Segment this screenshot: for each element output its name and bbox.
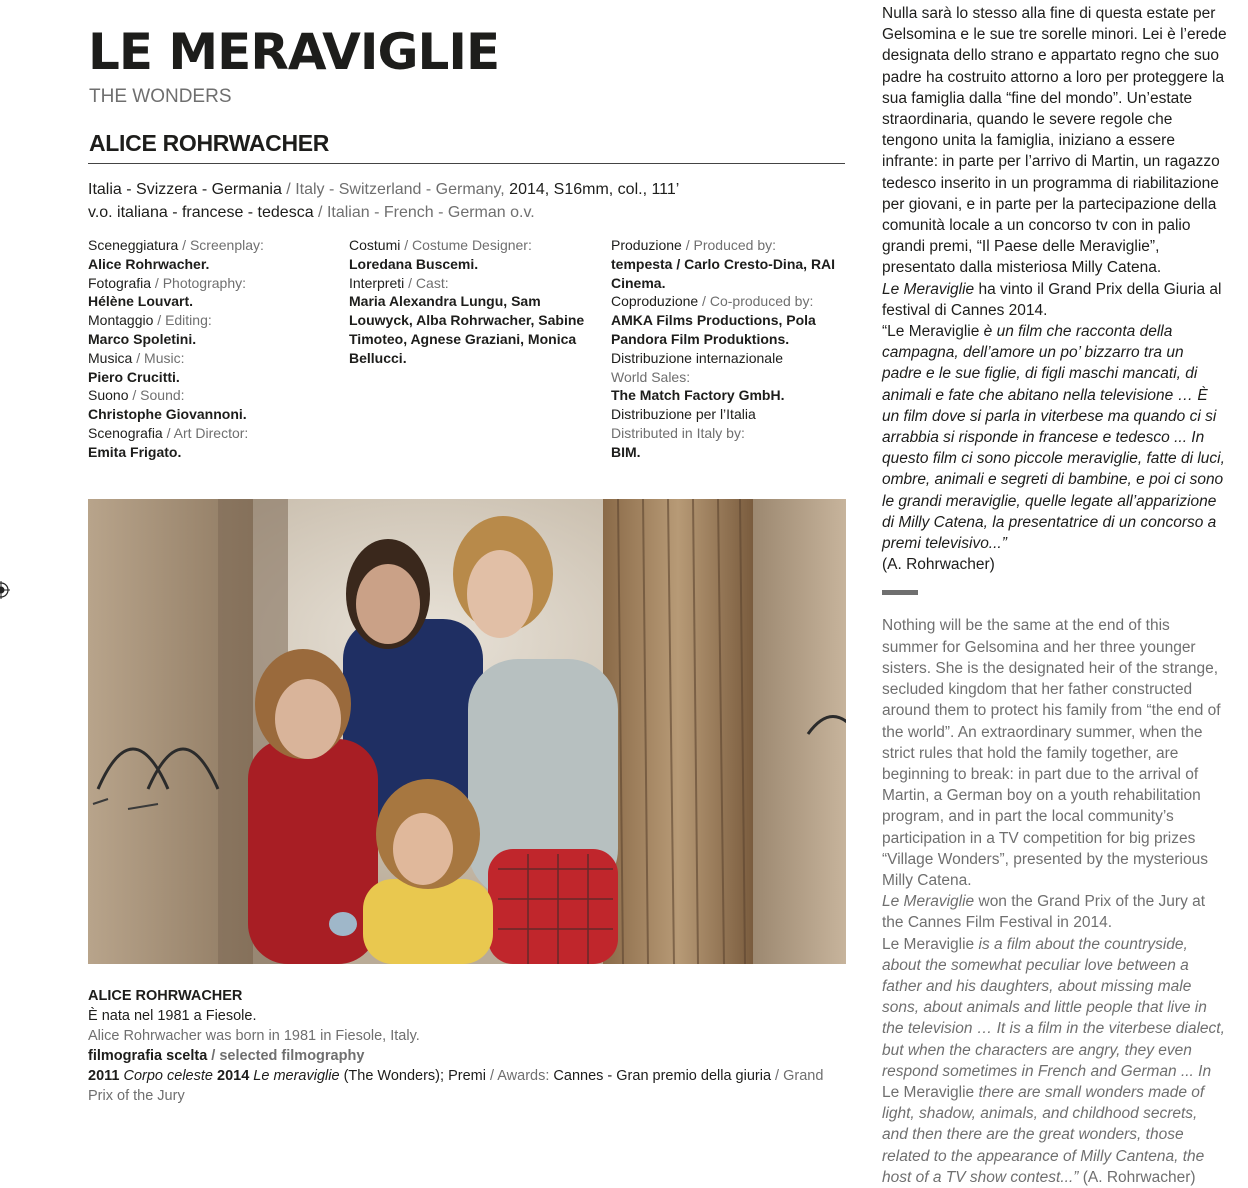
award-note-it [882, 279, 1227, 321]
credit-names: BIM. [611, 443, 641, 460]
role-en: Editing: [165, 312, 212, 329]
role-en: Costume Designer: [412, 237, 532, 253]
language-it: v.o. italiana - francese - tedesca [88, 204, 314, 221]
credit-role [349, 236, 599, 255]
role-it: Montaggio [88, 312, 154, 329]
credit-role [349, 274, 599, 293]
credit-role [88, 424, 338, 443]
credit-role [611, 292, 846, 311]
quote-body: is a film about the countryside, about the somewhat peculiar love between a father and his daughters, about missing male sons, about animals and little people that live in the television … It is a film in the viterbese dialect, but when the characters are angry, they even respond sometimes in French and German ... In [882, 935, 1225, 1080]
awards-en: Awards: [497, 1068, 550, 1084]
separator: / [313, 204, 327, 221]
film-year: 2011 [88, 1068, 120, 1084]
separator: / [151, 274, 163, 291]
filmography-heading [88, 1046, 848, 1066]
role-it: Fotografia [88, 274, 152, 291]
credit-role [88, 311, 338, 330]
credit-names: Loredana Buscemi. [349, 255, 479, 272]
credit-names: Hélène Louvart. [88, 293, 194, 310]
credit-role [88, 274, 338, 293]
award-cannes: Cannes - Gran premio della giuria [549, 1068, 772, 1084]
language-line [88, 201, 679, 224]
role-en: Sound: [140, 387, 185, 404]
role-en: Produced by: [693, 237, 776, 253]
credit-names: Emita Frigato. [88, 443, 182, 460]
credits-column-2 [349, 236, 599, 368]
credit-names: Christophe Giovannoni. [88, 406, 247, 423]
director-name: ALICE ROHRWACHER [89, 130, 330, 156]
credit-names: Marco Spoletini. [88, 330, 197, 347]
bio-born-it: È nata nel 1981 a Fiesole. [88, 1008, 257, 1024]
film-title-item: Corpo celeste [123, 1068, 213, 1084]
separator: / [281, 181, 296, 198]
registration-mark-icon [0, 581, 10, 599]
award-grand-prix: Grand Prix of the Jury [88, 1068, 824, 1104]
quote-body: there are small wonders made of light, shadow, animals, and childhood secrets, and then there are the great wonders, those related to the appearance of Milly Cantena, the host of a TV show contest...” [882, 1083, 1205, 1186]
filmo-en: selected filmography [219, 1048, 365, 1064]
role-it: Distribuzione internazionale [611, 349, 783, 366]
role-it: Musica [88, 349, 133, 366]
award-note-en [882, 891, 1227, 933]
award-text: ha vinto il Grand Prix della Giuria al festival di Cannes 2014. [882, 280, 1222, 319]
role-it: Interpreti [349, 274, 405, 291]
credits-column-1 [88, 236, 338, 462]
quote-open: “Le Meraviglie [882, 323, 984, 341]
quote-body: è un film che racconta della campagna, dell’amore un po’ bizzarro tra un padre e le sue figlie, di figli maschi mancati, di animali e fate che abitano nella televisione … È un film dove si parla in viterbese ma quando ci si arrabbia si risponde in francese e tedesco ... In questo film ci sono piccole meraviglie, fatte di luci, ombre, animali e segreti di bambine, e poi ci sono le grandi meraviglie, quelle legate all’apparizione di Milly Catena, la presentatrice di un concorso a premi televisivo...” [882, 323, 1225, 553]
credit-names: tempesta / Carlo Cresto-Dina, RAI Cinema. [611, 255, 836, 291]
credit-role [88, 349, 338, 368]
role-en: Screenplay: [189, 237, 264, 253]
separator: / [400, 237, 413, 253]
separator: / [132, 349, 145, 366]
separator: / [771, 1068, 784, 1084]
role-it: Produzione [611, 237, 682, 253]
award-text: won the Grand Prix of the Jury at the Cannes Film Festival in 2014. [882, 893, 1206, 932]
film-year: 2014 [217, 1068, 250, 1084]
film-info [88, 178, 679, 224]
credit-names: The Match Factory GmbH. [611, 387, 785, 404]
quote-film-title: Le Meraviglie [882, 1083, 979, 1101]
role-it: Sceneggiatura [88, 237, 179, 253]
separator: / [207, 1048, 220, 1064]
film-title: LE MERAVIGLIE [88, 23, 500, 81]
quote-open: Le Meraviglie [882, 935, 979, 953]
separator: / [404, 274, 416, 291]
credit-names: Piero Crucitti. [88, 368, 180, 385]
film-title-item: Le meraviglie [253, 1068, 340, 1084]
credit-role [88, 386, 338, 405]
header-divider [88, 163, 845, 164]
separator: / [698, 293, 710, 310]
role-en: Photography: [162, 274, 247, 291]
film-title-en: (The Wonders); [339, 1068, 449, 1084]
credit-names: AMKA Films Productions, Pola Pandora Film Produktions. [611, 312, 816, 347]
countries-it: Italia - Svizzera - Germania [88, 181, 282, 198]
role-it: Suono [88, 387, 129, 404]
role-it: Scenografia [88, 424, 163, 441]
award-film-title: Le Meraviglie [882, 280, 975, 298]
quote-attribution-en: (A. Rohrwacher) [1078, 1168, 1196, 1186]
credits-column-3 [611, 236, 846, 462]
film-still-photo [88, 499, 846, 964]
director-bio [88, 986, 848, 1106]
filmo-it: filmografia scelta [88, 1048, 208, 1064]
section-separator [882, 590, 918, 595]
countries-en: Italy - Switzerland - Germany, [295, 181, 505, 198]
role-en: Cast: [415, 274, 449, 291]
filmography-list [88, 1066, 848, 1106]
quote-it [882, 321, 1227, 554]
quote-attribution-it: (A. Rohrwacher) [882, 556, 995, 574]
role-it: Distribuzione per l’Italia [611, 406, 756, 423]
role-en: Distributed in Italy by: [611, 424, 745, 441]
bio-name: ALICE ROHRWACHER [88, 988, 243, 1004]
language-en: Italian - French - German o.v. [326, 204, 535, 221]
separator: / [153, 312, 166, 329]
awards-it: Premi [448, 1068, 486, 1084]
production-line [88, 178, 679, 201]
credit-names: Maria Alexandra Lungu, Sam Louwyck, Alba Rohrwacher, Sabine Timoteo, Agnese Graziani, Monica Bellucci. [349, 293, 585, 366]
role-en: Art Director: [173, 424, 249, 441]
synopsis-en-text: Nothing will be the same at the end of this summer for Gelsomina and her three younger sisters. She is the designated heir of the strange, secluded kingdom that her father constructed around them to protect his family from “the end of the world”. An extraordinary summer, when the strict rules that hold the family together, are beginning to break: in part due to the arrival of Martin, a German boy on a youth rehabilitation program, and in part the local community’s participation in a TV competition for big prizes “Village Wonders”, presented by the mysterious Milly Catena. [882, 617, 1221, 889]
bio-born-en: Alice Rohrwacher was born in 1981 in Fiesole, Italy. [88, 1028, 420, 1044]
credit-role [611, 236, 846, 255]
film-english-title: THE WONDERS [89, 86, 232, 107]
role-en: Music: [144, 349, 185, 366]
synopsis-it-text: Nulla sarà lo stesso alla fine di questa estate per Gelsomina e le sue tre sorelle minori. Lei è l’erede designata dello strano e appartato regno che suo padre ha costruito attorno a loro per proteggere la sua famiglia dalla “fine del mondo”. Un’estate straordinaria, quando le severe regole che tengono unita la famiglia, iniziano a essere infrante: in parte per l’arrivo di Martin, un ragazzo tedesco inserito in un programma di riabilitazione per giovani, e in parte per la partecipazione della comunità locale a un concorso tv con in palio grandi premi, “Il Paese delle Meraviglie”, presentato dalla misteriosa Milly Catena. [882, 5, 1227, 277]
role-it: Costumi [349, 237, 401, 253]
separator: / [128, 387, 141, 404]
role-en: World Sales: [611, 368, 691, 385]
credit-names: Alice Rohrwacher. [88, 255, 210, 272]
credit-role [88, 236, 338, 255]
separator: / [162, 424, 174, 441]
tech-specs: 2014, S16mm, col., 111’ [504, 181, 680, 198]
award-film-title: Le Meraviglie [882, 893, 975, 911]
role-en: Co-produced by: [709, 293, 814, 310]
separator: / [178, 237, 190, 253]
separator: / [485, 1068, 498, 1084]
role-it: Coproduzione [611, 293, 699, 310]
synopsis-column [882, 3, 1227, 1188]
quote-en [882, 934, 1227, 1188]
separator: / [681, 237, 694, 253]
